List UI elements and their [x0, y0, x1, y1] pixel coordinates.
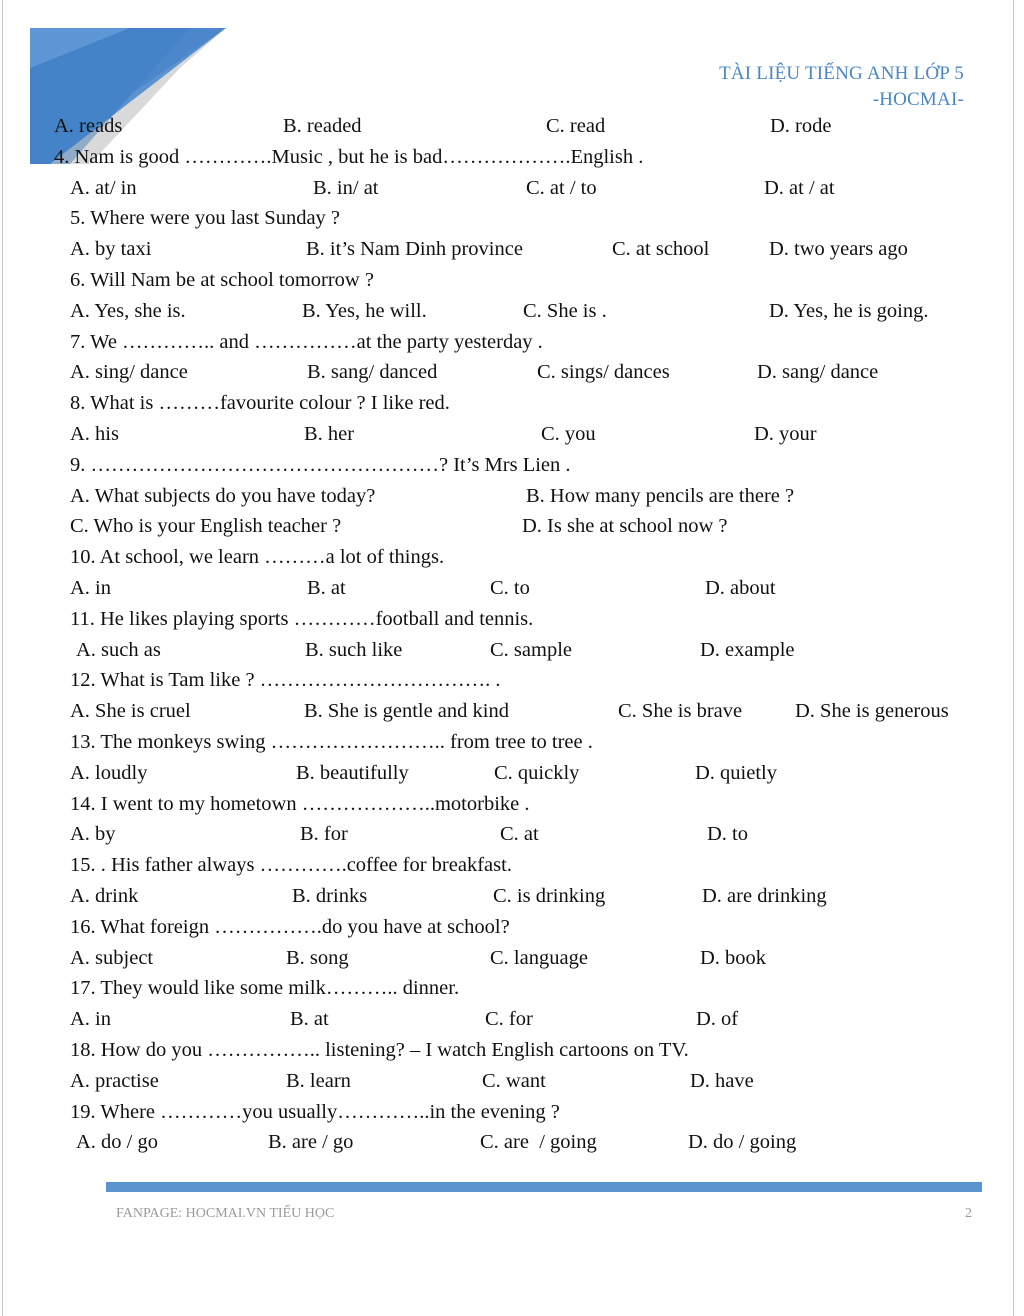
question-text: 18. How do you …………….. listening? – I watch English cartoons on TV.: [70, 1039, 689, 1061]
answer-option: B. her: [304, 423, 355, 445]
answer-option: A. subject: [70, 946, 154, 969]
answer-option: C. She is .: [523, 299, 607, 322]
answer-option: A. his: [70, 423, 119, 445]
question-text: 9. ……………………………………………? It’s Mrs Lien .: [70, 453, 571, 476]
answer-option: A. drink: [70, 885, 139, 907]
answer-option: D. Is she at school now ?: [522, 515, 728, 538]
answer-option: C. at: [500, 823, 539, 846]
answer-option: A. in: [70, 577, 111, 599]
page-number: 2: [965, 1206, 972, 1221]
answer-option: C. sample: [490, 638, 572, 661]
answer-option: B. it’s Nam Dinh province: [306, 238, 523, 261]
answer-option: C. language: [490, 946, 588, 969]
question-text: 5. Where were you last Sunday ?: [70, 207, 341, 230]
answer-option: B. at: [290, 1008, 329, 1031]
question-text: 10. At school, we learn ………a lot of things.: [70, 546, 445, 569]
answer-option: B. learn: [286, 1069, 351, 1092]
answer-option: D. your: [754, 423, 817, 445]
answer-option: D. at / at: [764, 176, 835, 199]
question-text: 16. What foreign …………….do you have at school?: [70, 915, 510, 938]
answer-option: D. book: [700, 946, 767, 969]
answer-option: D. two years ago: [769, 238, 908, 261]
answer-option: C. sings/ dances: [537, 361, 670, 384]
answer-option: A. such as: [76, 638, 161, 661]
answer-option: B. at: [307, 577, 346, 599]
corner-decoration: [30, 28, 226, 164]
answer-option: D. quietly: [695, 761, 777, 784]
answer-option: C. are / going: [480, 1131, 597, 1154]
answer-option: A. at/ in: [70, 176, 137, 199]
answer-option: B. sang/ danced: [307, 361, 438, 384]
answer-option: B. song: [286, 946, 349, 969]
answer-option: A. do / go: [76, 1131, 158, 1154]
answer-option: C. She is brave: [618, 700, 743, 723]
question-text: 17. They would like some milk……….. dinner.: [70, 977, 460, 1000]
footer-label: FANPAGE: HOCMAI.VN TIỂU HỌC: [116, 1206, 335, 1221]
answer-option: A. by: [70, 823, 116, 846]
question-text: 13. The monkeys swing …………………….. from tree to tree .: [70, 731, 593, 753]
answer-option: C. want: [482, 1069, 546, 1092]
answer-option: A. in: [70, 1008, 111, 1031]
answer-option: B. in/ at: [313, 176, 379, 199]
header-title-line2: -HOCMAI-: [872, 89, 964, 110]
question-text: 7. We ………….. and ……………at the party yesterday .: [70, 330, 543, 353]
answer-option: B. readed: [283, 115, 362, 137]
question-text: 14. I went to my hometown ………………..motorbike .: [70, 792, 530, 815]
answer-option: D. rode: [770, 115, 832, 137]
answer-option: D. sang/ dance: [757, 361, 879, 384]
question-text: 6. Will Nam be at school tomorrow ?: [70, 269, 374, 291]
answer-option: D. do / going: [688, 1131, 797, 1154]
answer-option: B. She is gentle and kind: [304, 700, 509, 723]
answer-option: D. about: [705, 577, 776, 599]
answer-option: D. are drinking: [702, 885, 827, 907]
footer-divider: [106, 1182, 982, 1192]
answer-option: C. at school: [612, 238, 710, 261]
question-text: 19. Where …………you usually…………..in the evening ?: [70, 1100, 560, 1123]
answer-option: D. to: [707, 823, 748, 846]
answer-option: B. Yes, he will.: [302, 299, 427, 322]
answer-option: D. of: [696, 1008, 739, 1031]
question-text: 12. What is Tam like ? ……………………………. .: [70, 669, 501, 692]
answer-option: B. drinks: [292, 885, 368, 907]
question-text: 15. . His father always ………….coffee for breakfast.: [70, 854, 512, 877]
answer-option: B. for: [300, 823, 348, 846]
answer-option: D. Yes, he is going.: [769, 299, 929, 322]
answer-option: C. read: [546, 115, 606, 137]
question-text: 4. Nam is good ………….Music , but he is bad……………….English .: [54, 145, 644, 168]
answer-option: B. such like: [305, 638, 403, 661]
answer-option: A. sing/ dance: [70, 361, 188, 384]
answer-option: A. reads: [54, 115, 123, 137]
answer-option: C. you: [541, 423, 596, 445]
answer-option: C. quickly: [494, 761, 580, 784]
answer-option: C. is drinking: [493, 885, 606, 907]
answer-option: A. She is cruel: [70, 700, 191, 723]
document-header: [719, 61, 964, 113]
header-title-line1: TÀI LIỆU TIẾNG ANH LỚP 5: [719, 63, 964, 84]
question-text: 11. He likes playing sports …………football and tennis.: [70, 607, 534, 630]
answer-option: A. What subjects do you have today?: [70, 484, 376, 507]
answer-option: B. beautifully: [296, 761, 409, 784]
answer-option: A. Yes, she is.: [70, 299, 186, 322]
answer-option: C. Who is your English teacher ?: [70, 515, 342, 538]
answer-option: A. practise: [70, 1069, 159, 1092]
answer-option: A. by taxi: [70, 238, 152, 261]
answer-option: C. to: [490, 577, 530, 599]
answer-option: C. at / to: [526, 176, 597, 199]
answer-option: B. How many pencils are there ?: [526, 484, 795, 507]
answer-option: D. example: [700, 638, 795, 661]
answer-option: D. have: [690, 1069, 754, 1092]
answer-option: D. She is generous: [795, 700, 949, 723]
question-text: 8. What is ………favourite colour ? I like red.: [70, 392, 450, 415]
answer-option: C. for: [485, 1008, 533, 1031]
answer-option: B. are / go: [268, 1131, 354, 1154]
answer-option: A. loudly: [70, 761, 148, 784]
